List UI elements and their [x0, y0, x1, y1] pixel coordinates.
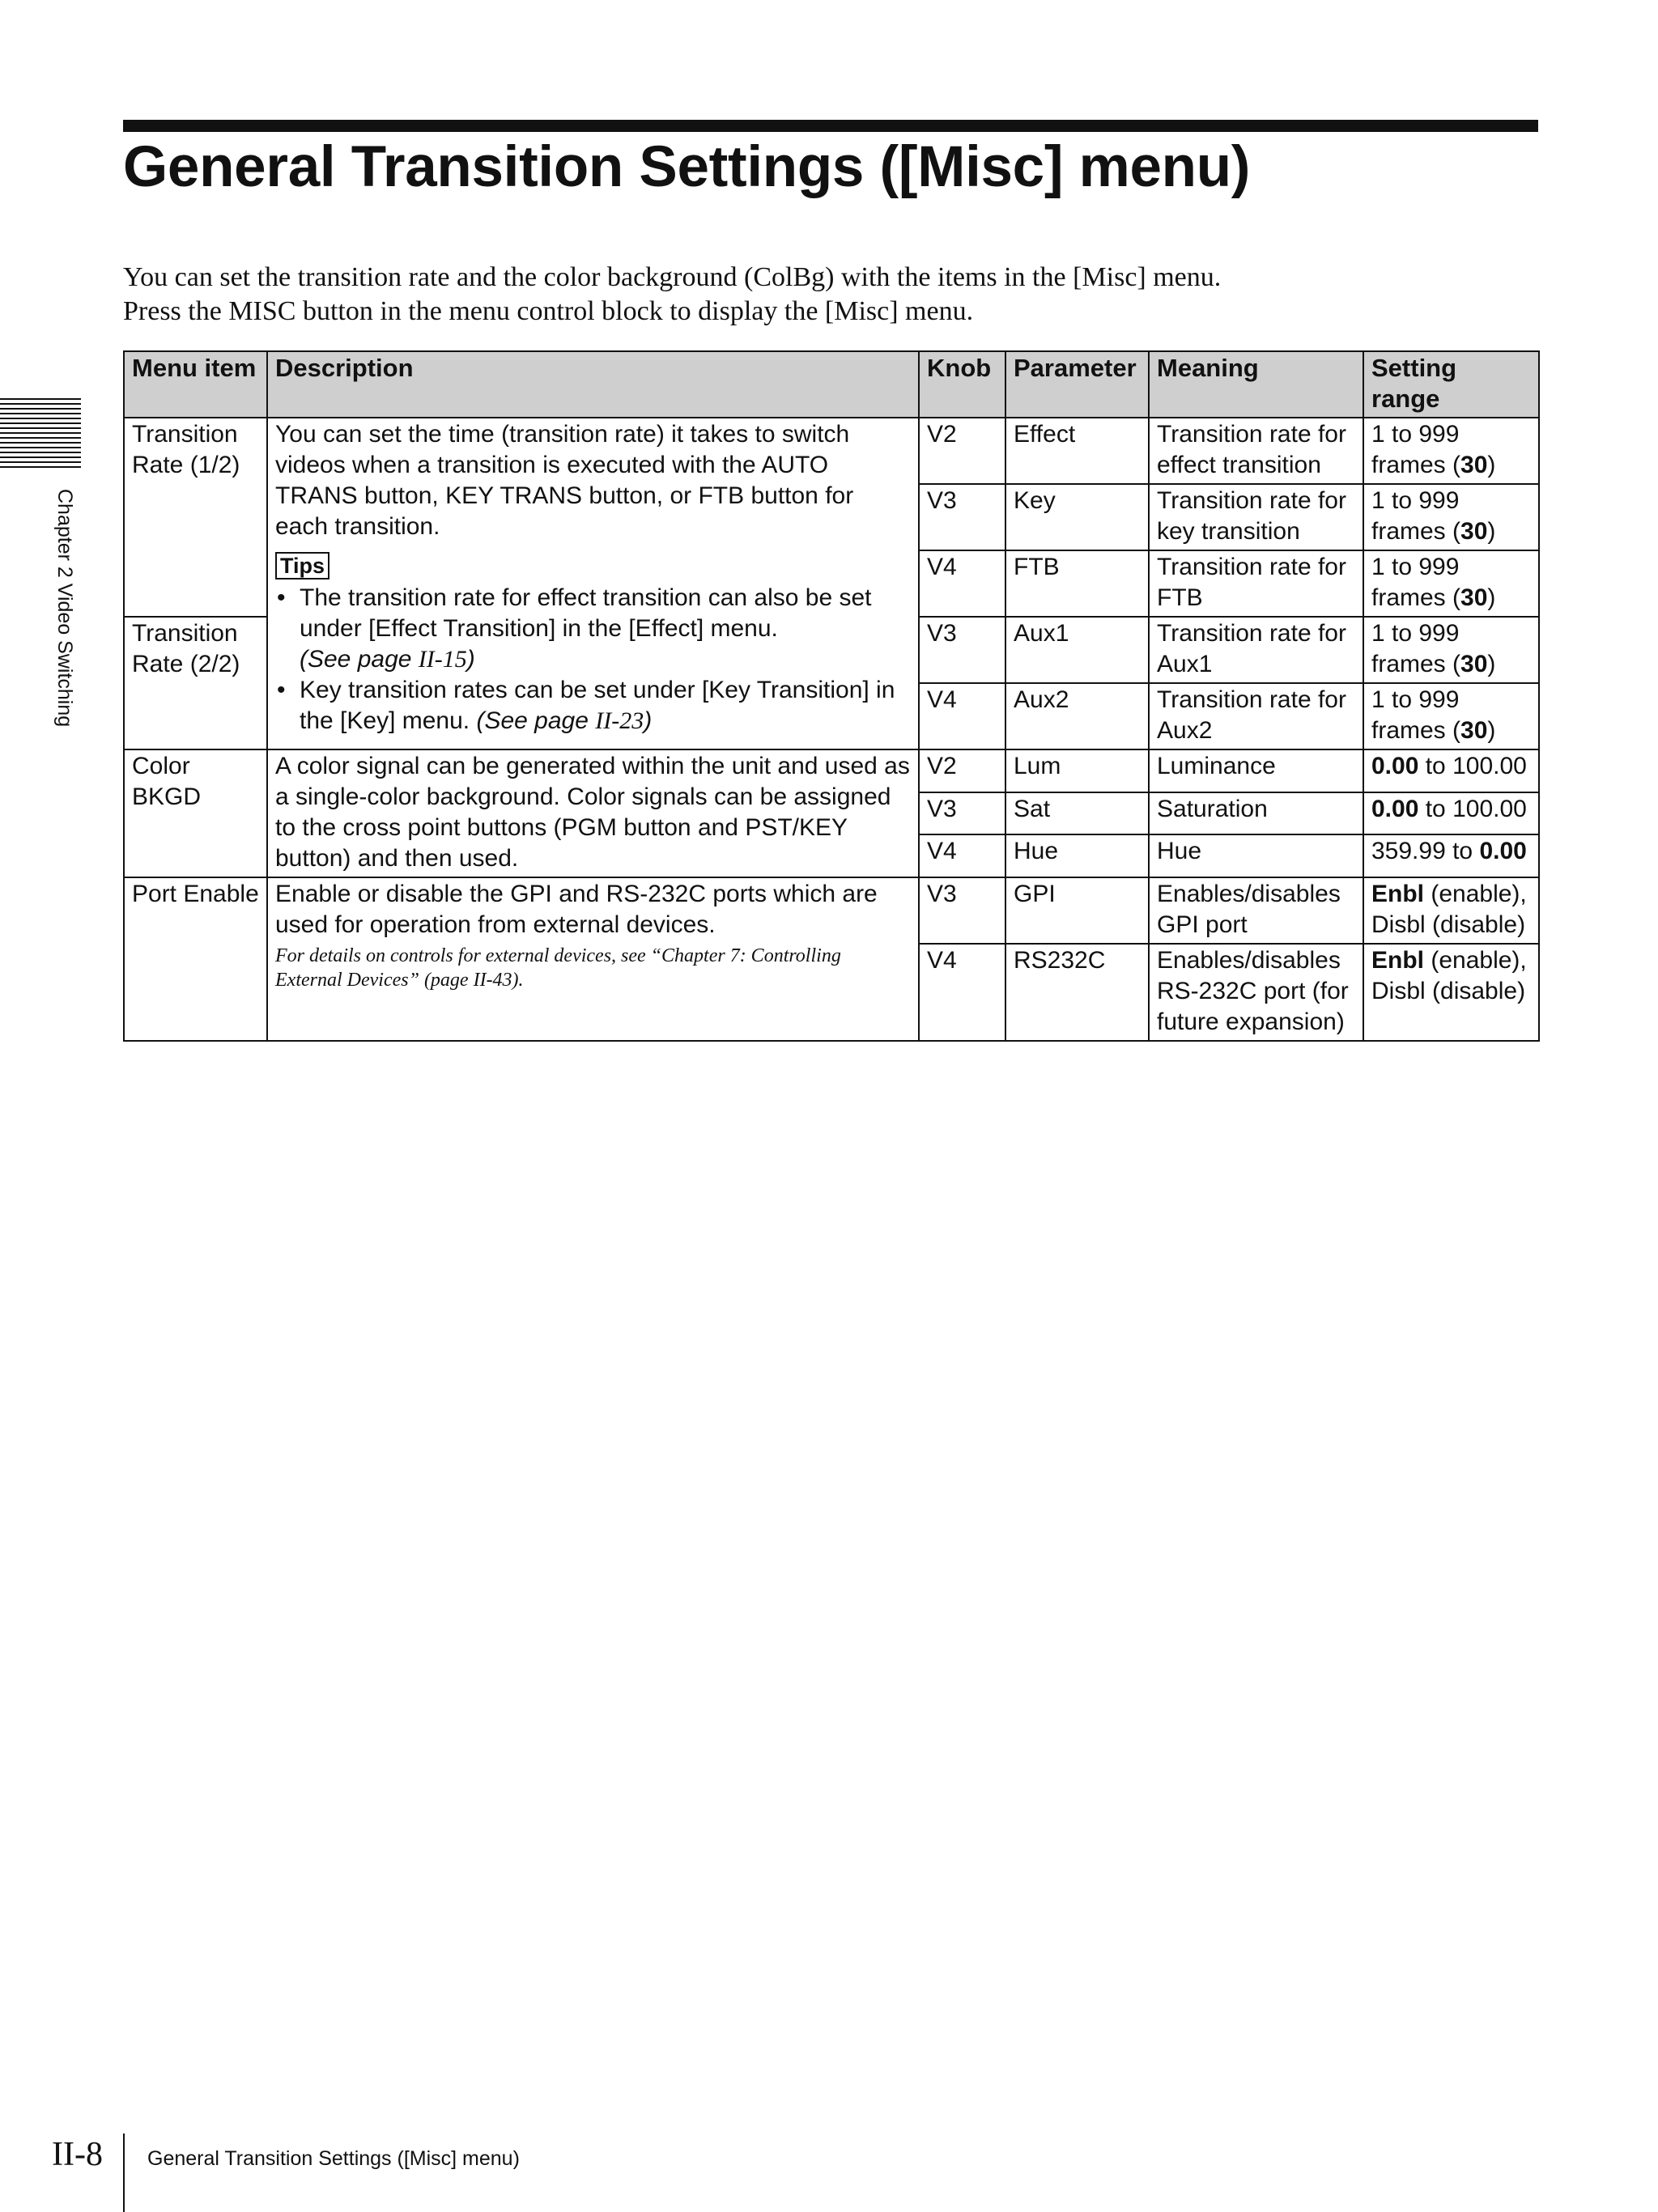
parameter-cell: GPI: [1005, 877, 1149, 944]
meaning-cell: Enables/disables RS-232C port (for future expansion): [1149, 944, 1363, 1041]
chapter-side-label: Chapter 2 Video Switching: [53, 489, 76, 728]
parameter-cell: RS232C: [1005, 944, 1149, 1041]
range-cell: 359.99 to 0.00: [1363, 834, 1539, 877]
header-menu-item: Menu item: [124, 351, 267, 418]
header-description: Description: [267, 351, 919, 418]
range-cell: 1 to 999 frames (30): [1363, 617, 1539, 683]
knob-cell: V4: [919, 944, 1005, 1041]
footer-divider: [123, 2133, 125, 2212]
range-cell: 0.00 to 100.00: [1363, 749, 1539, 792]
range-cell: Enbl (enable), Disbl (disable): [1363, 944, 1539, 1041]
header-setting-range: Setting range: [1363, 351, 1539, 418]
meaning-cell: Transition rate for Aux1: [1149, 617, 1363, 683]
meaning-cell: Transition rate for FTB: [1149, 550, 1363, 617]
range-cell: 0.00 to 100.00: [1363, 792, 1539, 835]
meaning-cell: Luminance: [1149, 749, 1363, 792]
knob-cell: V4: [919, 683, 1005, 749]
page-title: General Transition Settings ([Misc] menu): [123, 135, 1251, 199]
parameter-cell: FTB: [1005, 550, 1149, 617]
tip-text: The transition rate for effect transition can also be set under [Effect Transition] in the [Effect] menu.: [300, 584, 872, 642]
knob-cell: V4: [919, 550, 1005, 617]
footer-section-title: General Transition Settings ([Misc] menu): [147, 2147, 520, 2170]
intro-line: Press the MISC button in the menu control block to display the [Misc] menu.: [123, 296, 974, 326]
tip-text: Key transition rates can be set under [Key Transition] in the [Key] menu.: [300, 677, 895, 734]
meaning-cell: Transition rate for effect transition: [1149, 418, 1363, 484]
meaning-cell: Hue: [1149, 834, 1363, 877]
tip-item: [275, 583, 911, 675]
port-description: Enable or disable the GPI and RS-232C ports which are used for operation from external devices.: [275, 881, 878, 938]
tip-item: [275, 675, 911, 737]
range-cell: 1 to 999 frames (30): [1363, 550, 1539, 617]
parameter-cell: Key: [1005, 484, 1149, 550]
meaning-cell: Enables/disables GPI port: [1149, 877, 1363, 944]
table-row: [124, 877, 1539, 944]
parameter-cell: Effect: [1005, 418, 1149, 484]
parameter-cell: Lum: [1005, 749, 1149, 792]
menu-item-cell: Color BKGD: [124, 749, 267, 877]
rate-description: You can set the time (transition rate) it takes to switch videos when a transition is executed with the AUTO TRANS button, KEY TRANS button, or FTB button for each transition.: [275, 421, 854, 540]
title-rule: [123, 120, 1538, 132]
tips-list: [275, 583, 911, 737]
parameter-cell: Sat: [1005, 792, 1149, 835]
header-parameter: Parameter: [1005, 351, 1149, 418]
knob-cell: V2: [919, 749, 1005, 792]
knob-cell: V3: [919, 792, 1005, 835]
range-cell: Enbl (enable), Disbl (disable): [1363, 877, 1539, 944]
page-reference: (See page II-15): [300, 646, 475, 673]
knob-cell: V3: [919, 877, 1005, 944]
page-reference: (See page II-23): [476, 707, 653, 734]
meaning-cell: Transition rate for key transition: [1149, 484, 1363, 550]
knob-cell: V4: [919, 834, 1005, 877]
range-cell: 1 to 999 frames (30): [1363, 683, 1539, 749]
intro-line: You can set the transition rate and the color background (ColBg) with the items in the [Misc] menu.: [123, 262, 1222, 292]
header-knob: Knob: [919, 351, 1005, 418]
range-cell: 1 to 999 frames (30): [1363, 484, 1539, 550]
menu-item-cell: Transition Rate (2/2): [124, 617, 267, 749]
meaning-cell: Saturation: [1149, 792, 1363, 835]
meaning-cell: Transition rate for Aux2: [1149, 683, 1363, 749]
header-meaning: Meaning: [1149, 351, 1363, 418]
menu-item-cell: Port Enable: [124, 877, 267, 1041]
range-cell: 1 to 999 frames (30): [1363, 418, 1539, 484]
knob-cell: V3: [919, 484, 1005, 550]
table-header-row: [124, 351, 1539, 418]
menu-item-cell: Transition Rate (1/2): [124, 418, 267, 617]
tips-label: Tips: [275, 552, 329, 580]
description-cell: [267, 418, 919, 749]
page-number: II-8: [52, 2136, 103, 2173]
parameter-cell: Aux2: [1005, 683, 1149, 749]
table-row: [124, 749, 1539, 792]
misc-menu-table: [123, 350, 1540, 1042]
description-cell: [267, 877, 919, 1041]
chapter-tab-marker: [0, 398, 81, 468]
table-row: [124, 418, 1539, 484]
knob-cell: V3: [919, 617, 1005, 683]
parameter-cell: Aux1: [1005, 617, 1149, 683]
parameter-cell: Hue: [1005, 834, 1149, 877]
port-note: For details on controls for external devices, see “Chapter 7: Controlling External Devices” (page II-43).: [275, 945, 841, 991]
knob-cell: V2: [919, 418, 1005, 484]
intro-text: [123, 261, 1540, 329]
description-cell: A color signal can be generated within the unit and used as a single-color background. Color signals can be assigned to the cross point buttons (PGM button and PST/KEY button) and then used.: [267, 749, 919, 877]
